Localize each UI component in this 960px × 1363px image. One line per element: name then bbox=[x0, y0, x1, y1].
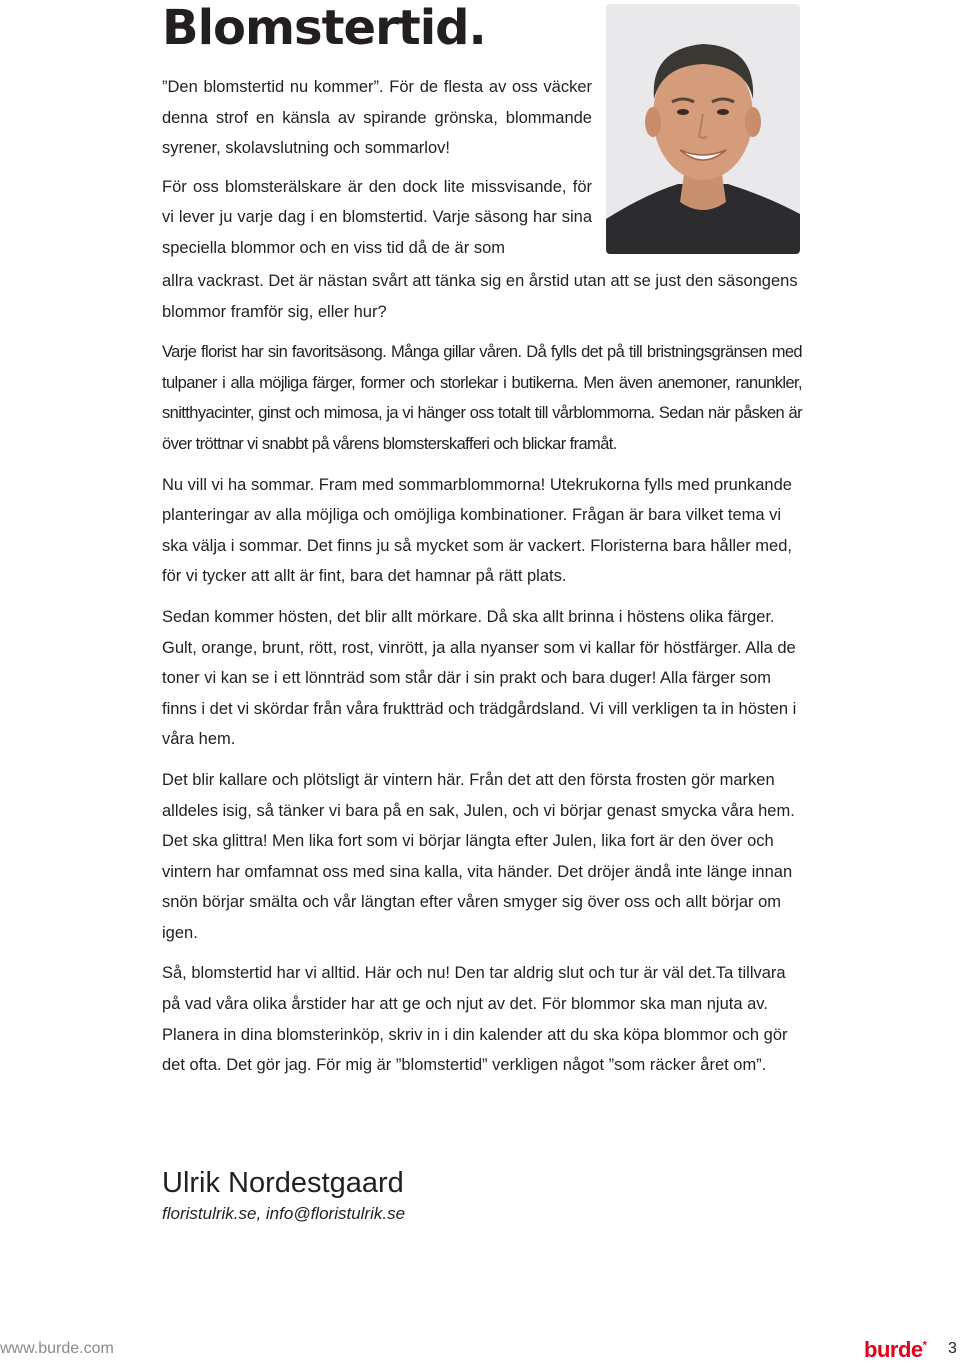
footer-url[interactable]: www.burde.com bbox=[0, 1340, 114, 1357]
brand-logo bbox=[864, 1337, 926, 1363]
body-paragraph: Sedan kommer hösten, det blir allt mörkare. Då ska allt brinna i höstens olika färger. Gult, orange, brunt, rött, rost, vinrött, ja alla nyanser som vi kallar för höstfärger. Alla de toner vi kan se i ett lönnträd som står där i sin prakt och bara duger! Alla färger som finns i det vi skördar från våra fruktträd och trädgårdsland. Vi vill verkligen ta in hösten i våra hem. bbox=[162, 607, 797, 749]
page-number: 3 bbox=[948, 1340, 957, 1357]
body-paragraph: Det blir kallare och plötsligt är vintern här. Från det att den första frosten gör marken alldeles isig, så tänker vi bara på en sak, Julen, och vi börjar genast smycka våra hem. Det ska glittra! Men lika fort som vi börjar längta efter Julen, lika fort är den över och vintern har omfamnat oss med sina kalla, vita händer. Det dröjer ändå inte länge innan snön börjar smälta och vår längtan efter våren smyger sig över oss och allt börjar om igen. bbox=[162, 770, 795, 942]
author-contact: floristulrik.se, info@floristulrik.se bbox=[162, 1204, 406, 1223]
article-body bbox=[162, 266, 802, 1091]
intro-text bbox=[162, 72, 592, 263]
intro-paragraph-1: ”Den blomstertid nu kommer”. För de flesta av oss väcker denna strof en känsla av spirande grönska, blommande syrener, skolavslutning och sommarlov! bbox=[162, 78, 592, 157]
logo-mark: * bbox=[922, 1339, 927, 1352]
intro-paragraph-2: För oss blomsterälskare är den dock lite missvisande, för vi lever ju varje dag i en blomstertid. Varje säsong har sina speciella blommor och en viss tid då de är som bbox=[162, 177, 592, 257]
author-name: Ulrik Nordestgaard bbox=[162, 1167, 404, 1199]
page-title: Blomstertid. bbox=[162, 0, 486, 56]
body-paragraph: Varje florist har sin favoritsäsong. Många gillar våren. Då fylls det på till bristningsgränsen med tulpaner i alla möjliga färger, former och storlekar i butikerna. Men även anemoner, ranunkler, snitthyacinter, ginst och mimosa, ja vi hänger oss totalt till vårblommorna. Sedan när påsken är över tröttnar vi snabbt på vårens blomsterskafferi och blickar framåt. bbox=[162, 343, 802, 453]
logo-text: burde bbox=[864, 1337, 923, 1362]
body-paragraph: Så, blomstertid har vi alltid. Här och nu! Den tar aldrig slut och tur är väl det.Ta tillvara på vad våra olika årstider har att ge och njut av det. För blommor ska man njuta av. Planera in dina blomsterinköp, skriv in i din kalender att du ska köpa blommor och gör det ofta. Det gör jag. För mig är ”blomstertid” verkligen något ”som räcker året om”. bbox=[162, 964, 788, 1075]
body-paragraph: allra vackrast. Det är nästan svårt att tänka sig en årstid utan att se just den säsongens blommor framför sig, eller hur? bbox=[162, 272, 798, 321]
author-portrait bbox=[606, 4, 800, 254]
body-paragraph: Nu vill vi ha sommar. Fram med sommarblommorna! Utekrukorna fylls med prunkande planteringar av alla möjliga och omöjliga kombinationer. Frågan är bara vilket tema vi ska välja i sommar. Det finns ju så mycket som är vackert. Floristerna bara håller med, för vi tycker att allt är fint, bara det hamnar på rätt plats. bbox=[162, 475, 792, 586]
